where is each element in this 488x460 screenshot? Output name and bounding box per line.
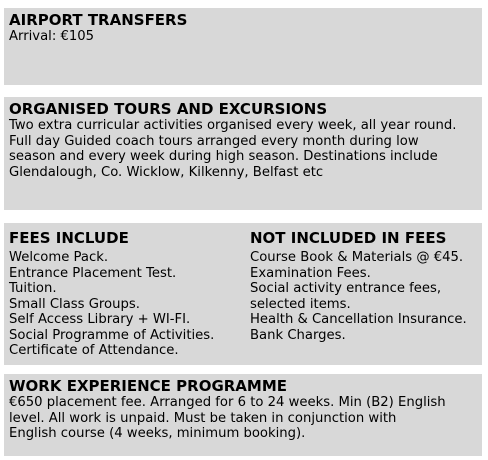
fees-include-item: Social Programme of Activities.	[9, 327, 215, 343]
fees-include-item: Self Access Library + WI-FI.	[9, 312, 191, 327]
fees-include-item: Entrance Placement Test.	[9, 265, 177, 281]
airport-transfers-section	[4, 8, 482, 85]
work-experience-line: level. All work is unpaid. Must be taken in conjunction with	[9, 410, 397, 426]
fees-excluded-heading: NOT INCLUDED IN FEES	[250, 229, 447, 247]
fees-include-item: Welcome Pack.	[9, 250, 109, 265]
fees-include-item: Tuition.	[9, 281, 57, 296]
work-experience-text	[9, 395, 477, 442]
airport-arrival-price: Arrival: €105	[9, 29, 95, 44]
fees-excluded-item: selected items.	[250, 296, 351, 312]
fees-excluded-item: Health & Cancellation Insurance.	[250, 312, 467, 327]
airport-transfers-heading: AIRPORT TRANSFERS	[9, 11, 188, 29]
fees-excluded-item: Social activity entrance fees,	[250, 281, 442, 296]
tours-excursions-text	[9, 118, 477, 180]
work-experience-line: English course (4 weeks, minimum booking).	[9, 426, 306, 441]
work-experience-line: €650 placement fee. Arranged for 6 to 24 weeks. Min (B2) English	[9, 395, 446, 410]
tours-line: Glendalough, Co. Wicklow, Kilkenny, Belfast etc	[9, 164, 324, 180]
tours-excursions-section	[4, 97, 482, 210]
fees-include-item: Small Class Groups.	[9, 296, 140, 312]
fees-include-item: Certificate of Attendance.	[9, 343, 179, 358]
fees-excluded-list	[250, 250, 467, 343]
fees-excluded-item: Bank Charges.	[250, 327, 346, 343]
work-experience-section	[4, 374, 482, 456]
fees-excluded-column	[250, 229, 467, 343]
fees-section	[4, 223, 482, 365]
tours-line: Two extra curricular activities organised every week, all year round.	[9, 118, 457, 133]
fees-include-list	[9, 250, 214, 359]
airport-transfers-text	[9, 29, 477, 45]
fees-excluded-item: Course Book & Materials @ €45.	[250, 250, 464, 265]
tours-line: Full day Guided coach tours arranged every month during low	[9, 133, 419, 149]
work-experience-heading: WORK EXPERIENCE PROGRAMME	[9, 377, 288, 395]
fees-include-column	[9, 229, 214, 359]
tours-line: season and every week during high season. Destinations include	[9, 149, 438, 164]
fees-excluded-item: Examination Fees.	[250, 265, 371, 281]
tours-excursions-heading: ORGANISED TOURS AND EXCURSIONS	[9, 100, 328, 118]
fees-include-heading: FEES INCLUDE	[9, 229, 129, 247]
